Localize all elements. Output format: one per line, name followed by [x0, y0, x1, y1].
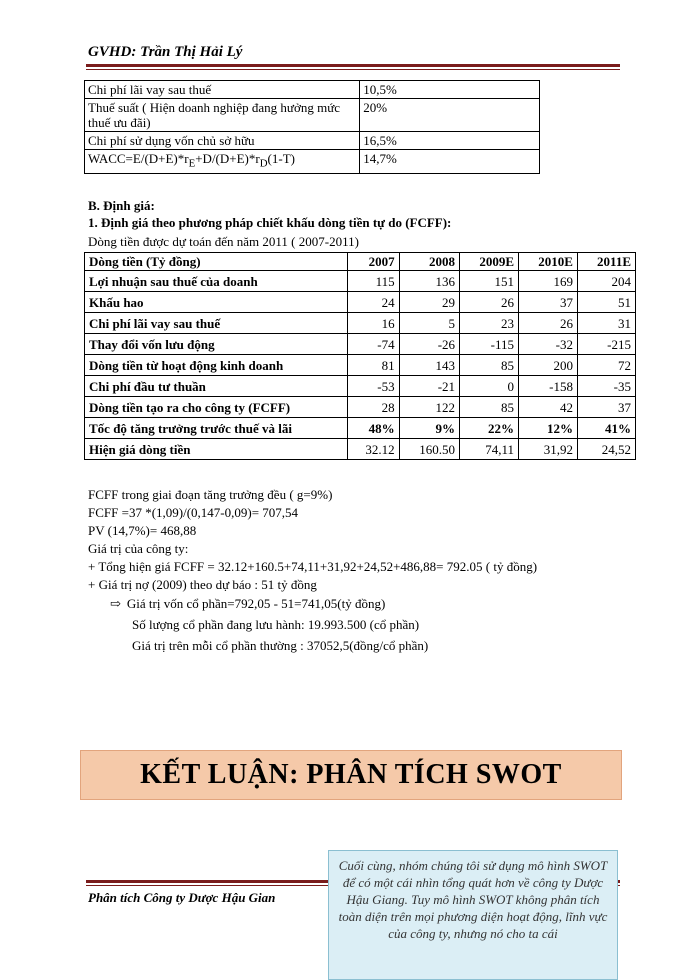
cell: 42: [519, 397, 578, 418]
wacc-part: WACC=E/(D+E)*r: [88, 151, 189, 166]
calc-line: [110, 596, 385, 612]
cell: -74: [348, 334, 400, 355]
section-1-note: Dòng tiền được dự toán đến năm 2011 ( 2007-2011): [88, 234, 359, 249]
table-row: [85, 99, 540, 132]
calc-line: FCFF =37 *(1,09)/(0,147-0,09)= 707,54: [88, 505, 299, 520]
cell: -32: [519, 334, 578, 355]
cell: 28: [348, 397, 400, 418]
cell: 29: [399, 292, 459, 313]
param-value: 20%: [360, 99, 540, 132]
cell: -115: [460, 334, 519, 355]
cell: 22%: [460, 418, 519, 439]
param-key: Chi phí lãi vay sau thuế: [85, 81, 360, 99]
col-header: Dòng tiền (Tỷ đồng): [85, 253, 348, 271]
cell: -158: [519, 376, 578, 397]
header-rule: [86, 64, 620, 67]
col-header: 2008: [399, 253, 459, 271]
wacc-part: (1-T): [267, 151, 295, 166]
row-label: Lợi nhuận sau thuế của doanh: [85, 271, 348, 292]
table-row: [85, 439, 636, 460]
calc-line: PV (14,7%)= 468,88: [88, 523, 197, 538]
section-b-heading: B. Định giá:: [88, 198, 155, 213]
table-row: [85, 355, 636, 376]
header-rule-thin: [86, 69, 620, 70]
cell: 85: [460, 397, 519, 418]
table-row: [85, 292, 636, 313]
cell: 200: [519, 355, 578, 376]
cell: -26: [399, 334, 459, 355]
cell: 48%: [348, 418, 400, 439]
table-row: [85, 271, 636, 292]
calc-line: Giá trị của công ty:: [88, 541, 189, 556]
cell: 37: [577, 397, 635, 418]
table-header-row: [85, 253, 636, 271]
section-1-heading: 1. Định giá theo phương pháp chiết khấu dòng tiền tự do (FCFF):: [88, 215, 452, 230]
wacc-part: +D/(D+E)*r: [195, 151, 260, 166]
cell: -53: [348, 376, 400, 397]
table-row: [85, 150, 540, 174]
param-value: 16,5%: [360, 132, 540, 150]
cell: 26: [519, 313, 578, 334]
conclusion-banner: KẾT LUẬN: PHÂN TÍCH SWOT: [80, 750, 622, 800]
param-key: Chi phí sử dụng vốn chủ sở hữu: [85, 132, 360, 150]
fcff-table: [84, 252, 636, 460]
table-row: [85, 81, 540, 99]
row-label: Tốc độ tăng trưởng trước thuế và lãi: [85, 418, 348, 439]
calc-line: FCFF trong giai đoạn tăng trưởng đều ( g=9%): [88, 487, 333, 502]
cell: 31,92: [519, 439, 578, 460]
row-label: Dòng tiền từ hoạt động kinh doanh: [85, 355, 348, 376]
wacc-sub-d: D: [259, 157, 268, 170]
cell: 24: [348, 292, 400, 313]
cell: 0: [460, 376, 519, 397]
header-instructor: GVHD: Trần Thị Hải Lý: [88, 44, 243, 60]
row-label: Khấu hao: [85, 292, 348, 313]
footer-title: Phân tích Công ty Dược Hậu Gian: [88, 890, 276, 905]
cell: 23: [460, 313, 519, 334]
cell: 136: [399, 271, 459, 292]
cell: 31: [577, 313, 635, 334]
cost-of-capital-table: [84, 80, 540, 174]
table-row: [85, 313, 636, 334]
table-row: [85, 397, 636, 418]
cell: 169: [519, 271, 578, 292]
cell: 26: [460, 292, 519, 313]
cell: 37: [519, 292, 578, 313]
cell: 74,11: [460, 439, 519, 460]
table-row: [85, 418, 636, 439]
cell: -21: [399, 376, 459, 397]
swot-note-box: Cuối cùng, nhóm chúng tôi sử dụng mô hình SWOT để có một cái nhìn tổng quát hơn về công ty Dược Hậu Giang. Tuy mô hình SWOT không phân tích toàn diện trên mọi phương diện hoạt động, lĩnh vực của công ty, nhưng nó cho ta cái: [328, 850, 618, 980]
calc-line: + Tổng hiện giá FCFF = 32.12+160.5+74,11+31,92+24,52+486,88= 792.05 ( tỷ đồng): [88, 559, 538, 574]
param-key: Thuế suất ( Hiện doanh nghiệp đang hưởng mức thuế ưu đãi): [85, 99, 360, 132]
cell: 143: [399, 355, 459, 376]
cell: 122: [399, 397, 459, 418]
param-value: 14,7%: [360, 150, 540, 174]
table-row: [85, 132, 540, 150]
table-row: [85, 376, 636, 397]
col-header: 2010E: [519, 253, 578, 271]
row-label: Thay đổi vốn lưu động: [85, 334, 348, 355]
cell: 12%: [519, 418, 578, 439]
cell: 151: [460, 271, 519, 292]
cell: 5: [399, 313, 459, 334]
calc-line: Số lượng cổ phần đang lưu hành: 19.993.500 (cổ phần): [132, 617, 420, 632]
calc-line: Giá trị trên mỗi cổ phần thường : 37052,5(đồng/cổ phần): [132, 638, 429, 653]
cell: 24,52: [577, 439, 635, 460]
col-header: 2011E: [577, 253, 635, 271]
wacc-sub-e: E: [188, 157, 196, 170]
row-label: Chi phí đầu tư thuần: [85, 376, 348, 397]
row-label: Chi phí lãi vay sau thuế: [85, 313, 348, 334]
col-header: 2009E: [460, 253, 519, 271]
cell: 51: [577, 292, 635, 313]
cell: 72: [577, 355, 635, 376]
table-row: [85, 334, 636, 355]
param-value: 10,5%: [360, 81, 540, 99]
cell: 115: [348, 271, 400, 292]
cell: 160.50: [399, 439, 459, 460]
cell: 32.12: [348, 439, 400, 460]
calc-text: Giá trị vốn cổ phần=792,05 - 51=741,05(tỷ đồng): [126, 596, 386, 611]
cell: -35: [577, 376, 635, 397]
cell: 85: [460, 355, 519, 376]
row-label: Hiện giá dòng tiền: [85, 439, 348, 460]
cell: 9%: [399, 418, 459, 439]
cell: 81: [348, 355, 400, 376]
wacc-formula: [85, 150, 360, 174]
cell: 16: [348, 313, 400, 334]
row-label: Dòng tiền tạo ra cho công ty (FCFF): [85, 397, 348, 418]
cell: 204: [577, 271, 635, 292]
col-header: 2007: [348, 253, 400, 271]
calc-line: + Giá trị nợ (2009) theo dự báo : 51 tỷ đồng: [88, 577, 317, 592]
cell: 41%: [577, 418, 635, 439]
arrow-right-icon: ⇨: [110, 596, 121, 611]
cell: -215: [577, 334, 635, 355]
